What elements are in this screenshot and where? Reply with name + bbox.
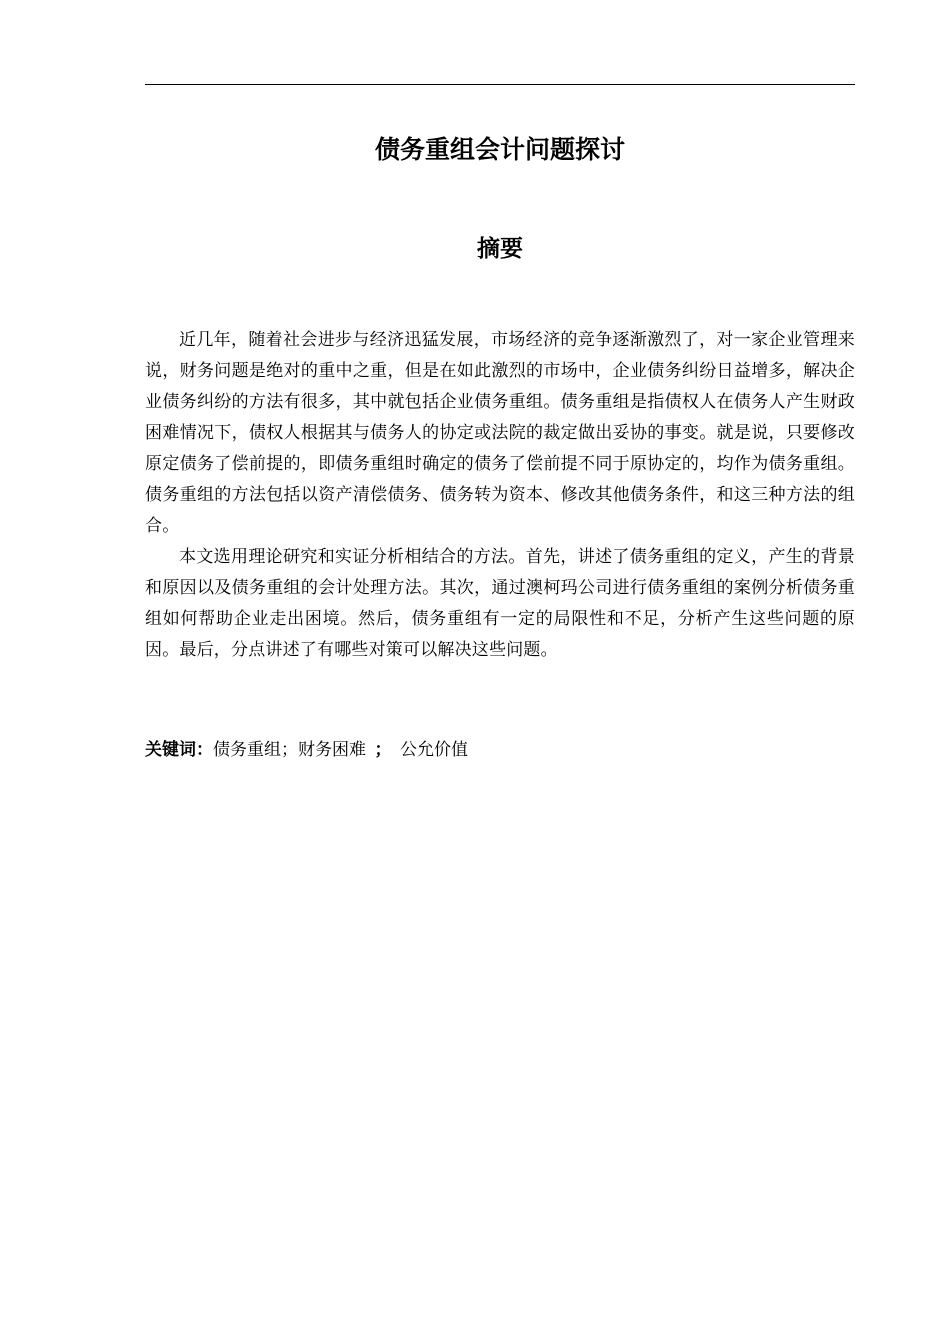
keywords-separator: ；	[374, 740, 392, 760]
abstract-paragraph-1: 近几年，随着社会进步与经济迅猛发展，市场经济的竞争逐渐激烈了，对一家企业管理来说，财务问题是绝对的重中之重，但是在如此激烈的市场中，企业债务纠纷日益增多，解决企业债务纠纷的方法有很多，其中就包括企业债务重组。债务重组是指债权人在债务人产生财政困难情况下，债权人根据其与债务人的协定或法院的裁定做出妥协的事变。就是说，只要修改原定债务了偿前提的，即债务重组时确定的债务了偿前提不同于原协定的，均作为债务重组。债务重组的方法包括以资产清偿债务、债务转为资本、修改其他债务条件，和这三种方法的组合。	[145, 330, 855, 536]
keywords-line	[145, 735, 855, 766]
keywords-second: 公允价值	[400, 740, 468, 760]
abstract-paragraph-2: 本文选用理论研究和实证分析相结合的方法。首先，讲述了债务重组的定义，产生的背景和原因以及债务重组的会计处理方法。其次，通过澳柯玛公司进行债务重组的案例分析债务重组如何帮助企业走出困境。然后，债务重组有一定的局限性和不足，分析产生这些问题的原因。最后，分点讲述了有哪些对策可以解决这些问题。	[145, 547, 855, 660]
keywords-label: 关键词：	[145, 740, 213, 760]
document-title: 债务重组会计问题探讨	[374, 135, 625, 164]
abstract-body	[145, 325, 855, 666]
keywords-first: 债务重组；财务困难	[213, 740, 366, 760]
header-rule	[145, 84, 855, 85]
abstract-heading: 摘要	[477, 236, 523, 262]
